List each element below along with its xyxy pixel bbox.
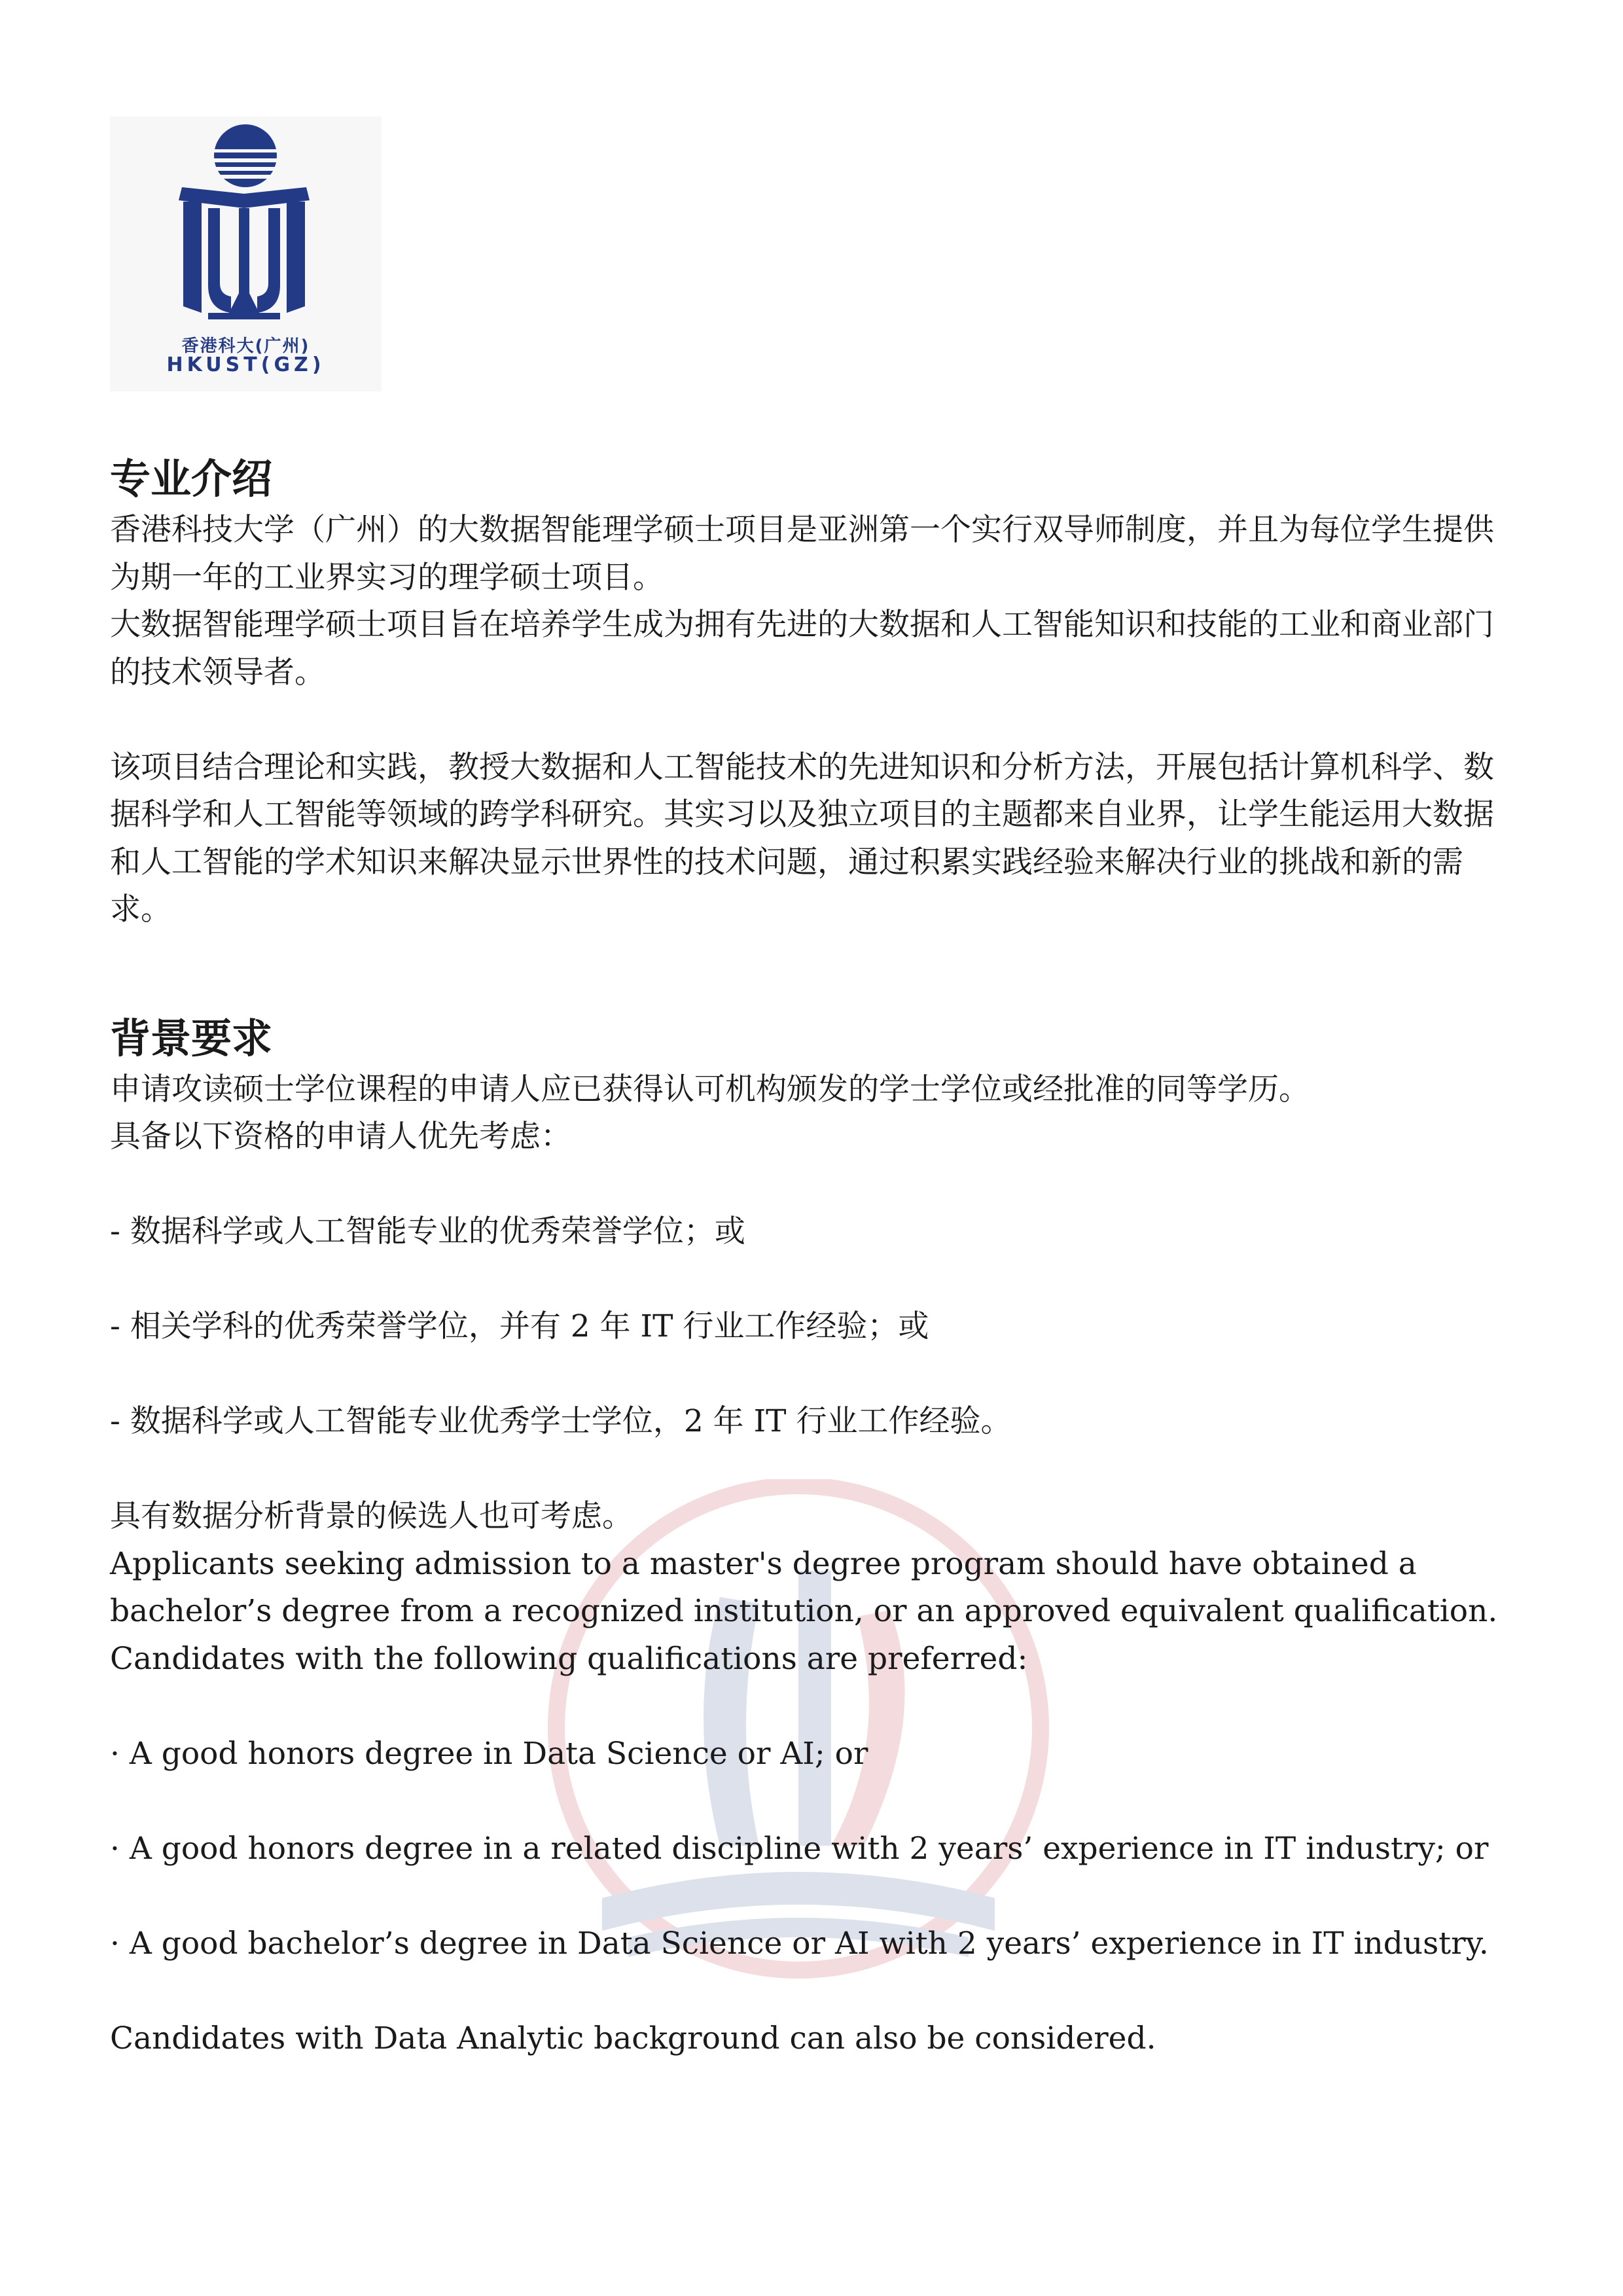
requirement-bullet-en: · A good bachelor’s degree in Data Science or AI with 2 years’ experience in IT industry. — [110, 1925, 1489, 1962]
requirements-intro-cn-1: 申请攻读硕士学位课程的申请人应已获得认可机构颁发的学士学位或经批准的同等学历。 — [110, 1071, 1310, 1107]
section-heading-program-intro: 专业介绍 — [110, 455, 273, 503]
intro-paragraph-3: 该项目结合理论和实践，教授大数据和人工智能技术的先进知识和分析方法，开展包括计算机科学、数据科学和人工智能等领域的跨学科研究。其实习以及独立项目的主题都来自业界，让学生能运用大数据和人工智能的学术知识来解决显示世界性的技术问题，通过积累实践经验来解决行业的挑战和新的需求。 — [110, 749, 1494, 927]
requirements-intro-cn-2: 具备以下资格的申请人优先考虑： — [110, 1119, 571, 1155]
intro-paragraph-2: 大数据智能理学硕士项目旨在培养学生成为拥有先进的大数据和人工智能知识和技能的工业和商业部门的技术领导者。 — [110, 607, 1494, 691]
intro-paragraph-1: 香港科技大学（广州）的大数据智能理学硕士项目是亚洲第一个实行双导师制度，并且为每位学生提供为期一年的工业界实习的理学硕士项目。 — [110, 512, 1494, 596]
requirement-bullet-cn: - 数据科学或人工智能专业的优秀荣誉学位；或 — [110, 1213, 745, 1249]
requirements-closing-cn: 具有数据分析背景的候选人也可考虑。 — [110, 1498, 633, 1534]
requirement-bullet-en: · A good honors degree in a related discipline with 2 years’ experience in IT industry; or — [110, 1830, 1489, 1867]
hkust-gz-logo — [110, 117, 382, 391]
requirement-bullet-cn: - 数据科学或人工智能专业优秀学士学位，2 年 IT 行业工作经验。 — [110, 1403, 1012, 1439]
requirements-closing-en: Candidates with Data Analytic background can also be considered. — [110, 2020, 1156, 2056]
requirements-intro-en-2: Candidates with the following qualifications are preferred: — [110, 1640, 1028, 1677]
requirements-intro-en-1: Applicants seeking admission to a master's degree program should have obtained a bachelor’s degree from a recognized institution, or an approved equivalent qualification. — [110, 1545, 1498, 1629]
logo-name-cn: 香港科大(广州) — [181, 336, 310, 356]
logo-name-en: HKUST(GZ) — [166, 353, 325, 376]
requirement-bullet-en: · A good honors degree in Data Science or AI; or — [110, 1735, 868, 1772]
document-content — [110, 452, 1517, 2062]
requirement-bullet-cn: - 相关学科的优秀荣誉学位，并有 2 年 IT 行业工作经验；或 — [110, 1308, 929, 1344]
hkust-gz-logo-icon — [110, 117, 382, 332]
section-heading-requirements: 背景要求 — [110, 1014, 273, 1062]
